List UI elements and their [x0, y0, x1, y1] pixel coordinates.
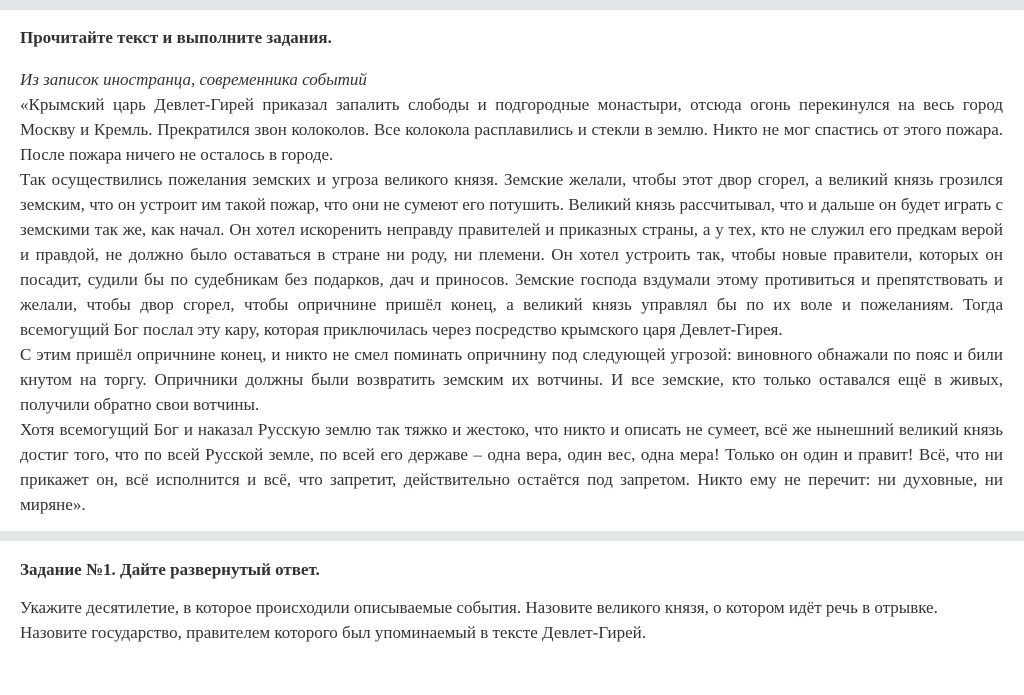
instruction-heading: Прочитайте текст и выполните задания.	[20, 28, 332, 47]
top-divider	[0, 0, 1024, 10]
passage-paragraph: Хотя всемогущий Бог и наказал Русскую землю так тяжко и жестоко, что никто и описать не сумеет, всё же нынешний великий князь достиг того, что по всей Русской земле, по всей его державе – одна вера, один вес, одна мера! Только он один и правит! Всё, что ни прикажет он, всё исполнится и всё, что запретит, действительно остаётся под запретом. Никто ему не перечит: ни духовные, ни миряне».	[20, 420, 1003, 514]
passage-paragraph: С этим пришёл опричнине конец, и никто не смел поминать опричнину под следующей угрозой: виновного обнажали по пояс и били кнутом на торгу. Опричники должны были возвратить земским их вотчины. И все земские, кто только оставался ещё в живых, получили обратно свои вотчины.	[20, 345, 1003, 414]
task-1-text: Укажите десятилетие, в которое происходили описываемые события. Назовите великого князя, о котором идёт речь в отрывке. Назовите государство, правителем которого был упоминаемый в тексте Девлет-Гирей.	[20, 598, 938, 642]
task-1-heading: Задание №1. Дайте развернутый ответ.	[20, 560, 320, 579]
reading-section	[0, 10, 1024, 517]
passage-paragraph: Так осуществились пожелания земских и угроза великого князя. Земские желали, чтобы этот двор сгорел, а великий князь грозился земским, что он устроит им такой пожар, что они не сумеют его потушить. Великий князь рассчитывал, что и дальше он будет играть с земскими так же, как начал. Он хотел искоренить неправду правителей и приказных страны, а у тех, кто не служил его предкам верой и правдой, не должно было оставаться в стране ни роду, ни племени. Он хотел устроить так, чтобы новые правители, которых он посадит, судили бы по судебникам без подарков, дач и приносов. Земские господа вздумали этому противиться и препятствовать и желали, чтобы двор сгорел, чтобы опричнине пришёл конец, а великий князь управлял бы по их воле и пожеланиям. Тогда всемогущий Бог послал эту кару, которая приключилась через посредство крымского царя Девлет-Гирея.	[20, 170, 1003, 339]
source-caption: Из записок иностранца, современника событий	[20, 70, 367, 89]
passage-paragraph: «Крымский царь Девлет-Гирей приказал запалить слободы и подгородные монастыри, отсюда огонь перекинулся на весь город Москву и Кремль. Прекратился звон колоколов. Все колокола расплавились и стекли в землю. Никто не мог спастись от этого пожара. После пожара ничего не осталось в городе.	[20, 95, 1003, 164]
task-1-section	[0, 541, 1024, 645]
section-divider	[0, 531, 1024, 541]
